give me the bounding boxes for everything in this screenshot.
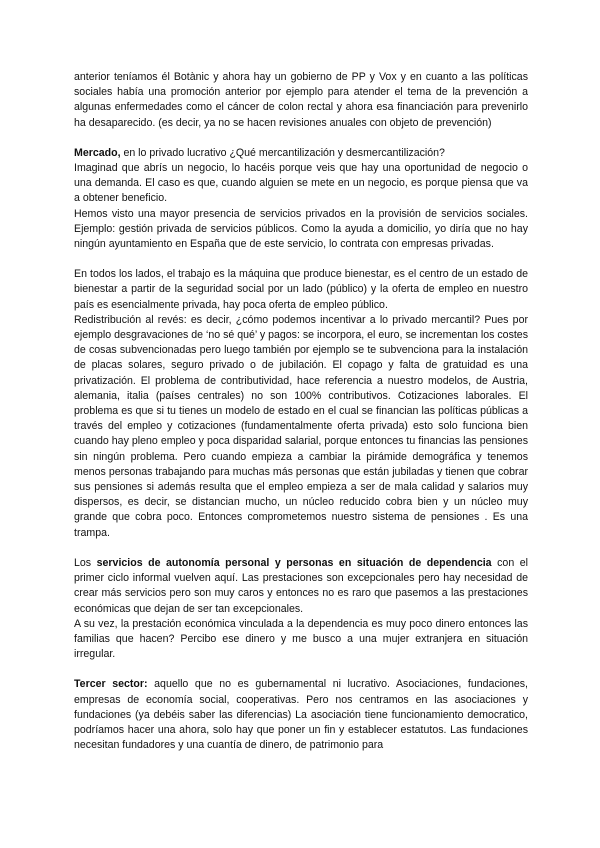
tercer-sector-heading: Tercer sector: bbox=[74, 678, 148, 691]
tercer-sector-text: aquello que no es gubernamental ni lucrativo. Asociaciones, fundaciones, empresas de economía social, cooperativas. Pero nos centramos en las asociaciones y fundaciones (ya debéis saber las diferencias) La asociación tiene funcionamiento democratico, podríamos hacer una ahora, solo hay que poner un fin y establecer estatutos. Las fundaciones necesitan fundadores y una cuantía de dinero, de patrimonio para bbox=[74, 678, 529, 752]
paragraph-trabajo-bienestar: En todos los lados, el trabajo es la máquina que produce bienestar, es el centro de un estado de bienestar a partir de la seguridad social por un lado (público) y la oferta de empleo en nuestro país es esencialmente privada, hay poca oferta de empleo público. bbox=[74, 268, 528, 311]
paragraph-servicios-privados: Hemos visto una mayor presencia de servicios privados en la provisión de servicios sociales. Ejemplo: gestión privada de servicios públicos. Como la ayuda a domicilio, yo diría que no hay ningún ayuntamiento en España que de este servicio, lo contrata con empresas privadas. bbox=[74, 207, 528, 251]
paragraph-prestacion: A su vez, la prestación económica vinculada a la dependencia es muy poco dinero entonces las familias que hacen? Percibo ese dinero y me busco a una mujer extranjera en situación irregular. bbox=[74, 617, 528, 661]
paragraph-negocio: Imaginad que abrís un negocio, lo hacéis porque veis que hay una oportunidad de negocio o una demanda. El caso es que, cuando alguien se mete en un negocio, es porque piensa que va a obtener beneficio. bbox=[74, 162, 528, 205]
paragraph-dependencia bbox=[74, 556, 528, 617]
dependencia-lead: Los bbox=[74, 556, 97, 569]
paragraph-tercer-sector bbox=[74, 677, 528, 753]
paragraph-mercado-heading bbox=[74, 146, 528, 161]
dependencia-text: con el primer ciclo informal vuelven aquí. Las prestaciones son excepcionales pero hay necesidad de crear más servicios pero son muy caros y entonces no es raro que pasemos a las prestaciones económicas que dejan de ser tan excepcionales. bbox=[74, 556, 528, 615]
paragraph-botanic: anterior teníamos él Botànic y ahora hay un gobierno de PP y Vox y en cuanto a las políticas sociales había una promoción anterior por ejemplo para atender el tema de la prevención a algunas enfermedades como el cáncer de colon rectal y ahora esa financiación para prevenirlo ha desaparecido. (es decir, ya no se hacen revisiones anuales con objeto de prevención) bbox=[74, 71, 528, 129]
paragraph-redistribucion: Redistribución al revés: es decir, ¿cómo podemos incentivar a lo privado mercantil? Pues por ejemplo desgravaciones de ‘no sé qué’ y pagos: se incorpora, el euro, se incrementan los costes de cosas subvencionadas pero luego también por ejemplo se te subvenciona para la instalación de placas solares, seguro privado o de jubilación. El copago y falta de gratuidad es una privatización. El problema de contributividad, hace referencia a nuestro modelos, de Austria, alemania, italia (países centrales) no son 100% contributivos. Cotizaciones laborales. El problema es que si tu tienes un modelo de estado en el cual se financian las políticas públicas a través del empleo y cotizaciones (fundamentalmente oferta privada) esto solo funciona bien cuando hay pleno empleo y poca disparidad salarial, porque entonces tu financias las pensiones sin ningún problema. Pero cuando empieza a cambiar la pirámide demográfica y tenemos menos personas trabajando para muchas más personas que están jubiladas y tienen que cobrar sus pensiones si además resulta que el empleo empieza a ser de mala calidad y salarios muy dispersos, es decir, se distancian mucho, un núcleo reducido cobra bien y un núcleo muy grande que cobra poco. Entonces comprometemos nuestro sistema de pensiones . Es una trampa. bbox=[74, 313, 528, 539]
mercado-heading: Mercado, bbox=[74, 146, 121, 159]
mercado-intro: en lo privado lucrativo ¿Qué mercantilización y desmercantilización? bbox=[120, 146, 445, 159]
dependencia-heading: servicios de autonomía personal y personas en situación de dependencia bbox=[96, 556, 492, 569]
